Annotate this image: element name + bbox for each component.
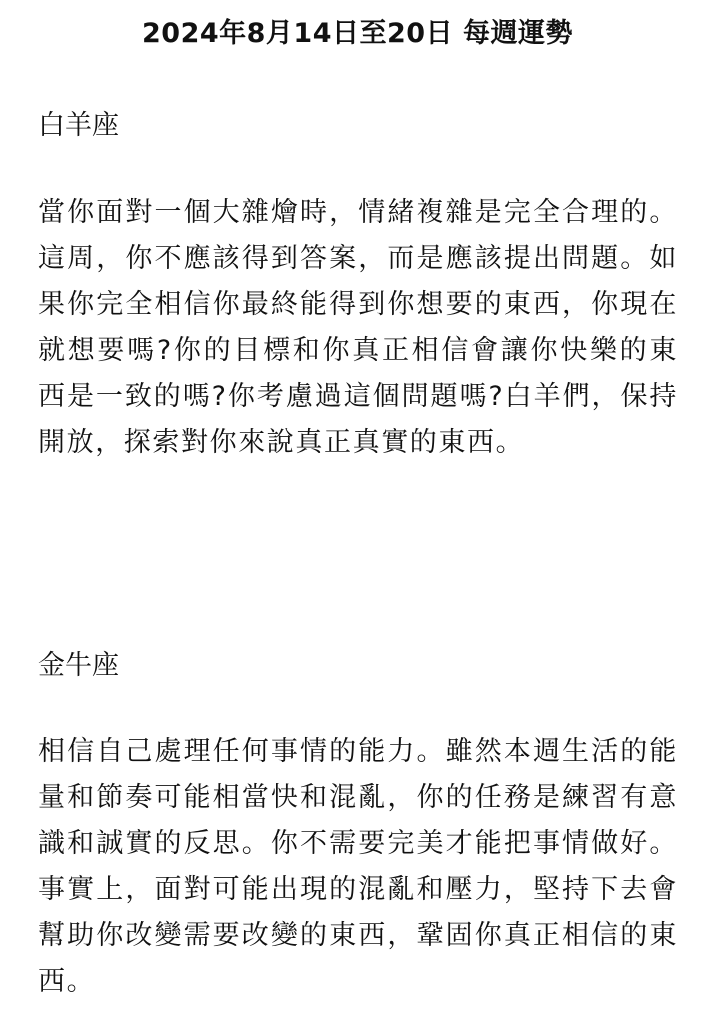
aries-reading: 當你面對一個大雜燴時，情緒複雜是完全合理的。這周，你不應該得到答案，而是應該提出問題。如果你完全相信你最終能得到你想要的東西，你現在就想要嗎?你的目標和你真正相信會讓你快樂的東西是一致的嗎?你考慮過這個問題嗎?白羊們，保持開放，探索對你來說真正真實的東西。 bbox=[38, 197, 678, 458]
taurus-heading: 金牛座 bbox=[38, 650, 119, 681]
aries-heading: 白羊座 bbox=[38, 110, 119, 141]
page-title: 2024年8月14日至20日 每週運勢 bbox=[142, 18, 573, 49]
taurus-reading: 相信自己處理任何事情的能力。雖然本週生活的能量和節奏可能相當快和混亂，你的任務是練習有意識和誠實的反思。你不需要完美才能把事情做好。事實上，面對可能出現的混亂和壓力，堅持下去會幫助你改變需要改變的東西，鞏固你真正相信的東西。 bbox=[38, 736, 678, 997]
